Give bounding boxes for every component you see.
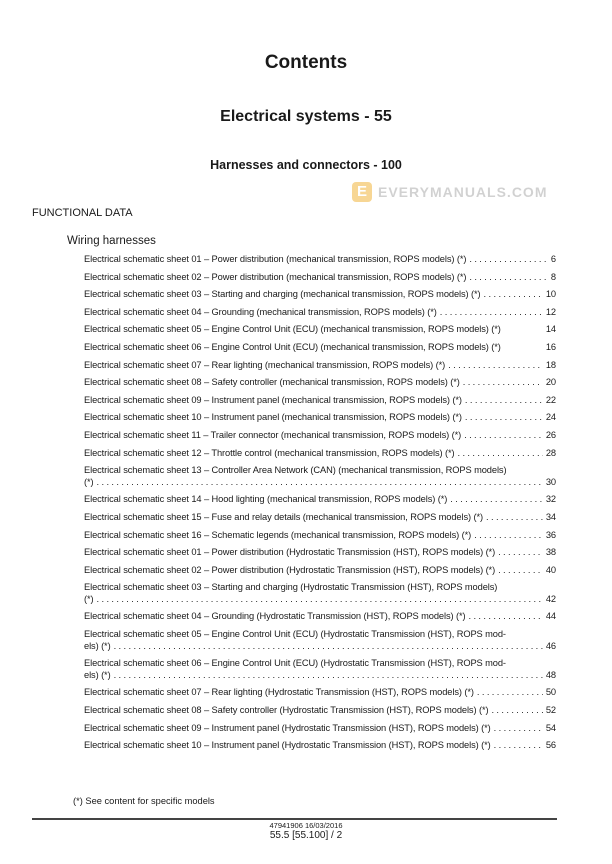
toc-entry-page: 12 (543, 307, 556, 319)
toc-entry-page: 52 (543, 705, 556, 717)
toc-entry-page: 14 (543, 324, 556, 336)
toc-entry-title: Electrical schematic sheet 11 – Trailer connector (mechanical transmission, ROPS models) (*) . . . (84, 430, 461, 440)
toc-entry-page: 34 (543, 512, 556, 524)
toc-entry-page: 30 (543, 477, 556, 489)
toc-entry-page: 36 (543, 530, 556, 542)
toc-entry-title: Electrical schematic sheet 15 – Fuse and relay details (mechanical transmission, ROPS models) (*) . . . (84, 512, 483, 522)
toc-entry-title: Electrical schematic sheet 09 – Instrument panel (mechanical transmission, ROPS models) (*) . . . (84, 395, 462, 405)
toc-entry-title: Electrical schematic sheet 12 – Throttle control (mechanical transmission, ROPS models) (*) . . . (84, 448, 455, 458)
toc-entry-page: 44 (543, 611, 556, 623)
watermark: EVERYMANUALS.COM (378, 184, 548, 200)
toc-entry[interactable] (84, 720, 556, 738)
watermark-logo: E (352, 182, 372, 202)
toc-entry-page: 20 (543, 377, 556, 389)
toc-entry-page: 16 (543, 342, 556, 354)
toc-entry-page: 56 (543, 740, 556, 752)
toc-entry[interactable] (84, 304, 556, 322)
toc-entry-page: 24 (543, 412, 556, 424)
toc-entry-title: Electrical schematic sheet 04 – Grounding (mechanical transmission, ROPS models) (*) . . . (84, 307, 437, 317)
toc-entry[interactable] (84, 339, 556, 357)
toc-entry-title: Electrical schematic sheet 07 – Rear lighting (mechanical transmission, ROPS models) (*) . . . (84, 360, 445, 370)
toc-entry-page: 26 (543, 430, 556, 442)
toc-entry-title: Electrical schematic sheet 02 – Power distribution (Hydrostatic Transmission (HST), ROPS models) (*) . . . (84, 565, 495, 575)
toc-entry[interactable] (84, 544, 556, 562)
toc-entry-title-line: Electrical schematic sheet 06 – Engine Control Unit (ECU) (mechanical transmission, ROPS models) (*) (84, 341, 501, 352)
toc-entry-title-line: Electrical schematic sheet 06 – Engine Control Unit (ECU) (Hydrostatic Transmission (HST), ROPS mod- (84, 658, 506, 669)
toc-entry-title: Electrical schematic sheet 08 – Safety controller (Hydrostatic Transmission (HST), ROPS models) (*) . . . (84, 705, 488, 715)
toc-entry-title: Electrical schematic sheet 02 – Power distribution (mechanical transmission, ROPS models) (*) . . . (84, 272, 466, 282)
toc-entry[interactable] (84, 462, 556, 491)
toc-entry-title-line: Electrical schematic sheet 13 – Controller Area Network (CAN) (mechanical transmission, ROPS models) (84, 465, 507, 476)
toc-entry-page: 22 (543, 395, 556, 407)
toc-entry[interactable] (84, 737, 556, 755)
toc-entry-title: (*) . . . (84, 477, 94, 487)
toc-entry[interactable] (84, 374, 556, 392)
toc-entry-title: Electrical schematic sheet 14 – Hood lighting (mechanical transmission, ROPS models) (*) . . . (84, 494, 447, 504)
toc-entry[interactable] (84, 655, 556, 684)
toc-entry[interactable] (84, 321, 556, 339)
toc-entry[interactable] (84, 286, 556, 304)
document-id: 47941906 16/03/2016 (269, 821, 343, 830)
toc-entry-title: Electrical schematic sheet 10 – Instrument panel (mechanical transmission, ROPS models) (*) . . . (84, 412, 462, 422)
toc-entry-page: 28 (543, 448, 556, 460)
toc-entry[interactable] (84, 527, 556, 545)
toc-entry-page: 10 (543, 289, 556, 301)
toc-entry-title: Electrical schematic sheet 03 – Starting and charging (mechanical transmission, ROPS models) (*) . . . (84, 289, 481, 299)
toc-entry-title: (*) . . . (84, 594, 94, 604)
toc-entry-page: 48 (543, 670, 556, 682)
toc-entry-title-line: Electrical schematic sheet 05 – Engine Control Unit (ECU) (Hydrostatic Transmission (HST), ROPS mod- (84, 629, 506, 640)
toc-entry-page: 46 (543, 641, 556, 653)
toc-entry[interactable] (84, 445, 556, 463)
toc-entry-title: els) (*) . . . (84, 641, 111, 651)
toc-entry[interactable] (84, 409, 556, 427)
toc-entry-page: 18 (543, 360, 556, 372)
toc-entry[interactable] (84, 269, 556, 287)
toc-entry[interactable] (84, 626, 556, 655)
toc-entry-page: 40 (543, 565, 556, 577)
toc-entry[interactable] (84, 684, 556, 702)
toc-entry-title: Electrical schematic sheet 09 – Instrument panel (Hydrostatic Transmission (HST), ROPS models) (*) . . . (84, 723, 491, 733)
toc-entry-page: 38 (543, 547, 556, 559)
page-reference: 55.5 [55.100] / 2 (269, 830, 343, 841)
group-heading: Wiring harnesses (67, 235, 156, 247)
toc-entry-title: Electrical schematic sheet 16 – Schematic legends (mechanical transmission, ROPS models) (*) . . . (84, 530, 471, 540)
toc-entry-page: 54 (543, 723, 556, 735)
toc-entry-title-line: Electrical schematic sheet 03 – Starting and charging (Hydrostatic Transmission (HST), ROPS models) (84, 582, 498, 593)
toc-entry-title: Electrical schematic sheet 01 – Power distribution (Hydrostatic Transmission (HST), ROPS models) (*) . . . (84, 547, 495, 557)
functional-data-heading: FUNCTIONAL DATA (32, 207, 133, 219)
toc-entry-title: Electrical schematic sheet 04 – Grounding (Hydrostatic Transmission (HST), ROPS models) (*) . . . (84, 611, 466, 621)
toc-entry[interactable] (84, 562, 556, 580)
toc-entry-title: Electrical schematic sheet 08 – Safety controller (mechanical transmission, ROPS models) (*) . . . (84, 377, 460, 387)
toc-entry[interactable] (84, 491, 556, 509)
toc-entry-page: 42 (543, 594, 556, 606)
toc-entry[interactable] (84, 251, 556, 269)
toc-entry[interactable] (84, 579, 556, 608)
toc-entry-page: 50 (543, 687, 556, 699)
toc-entry-title: Electrical schematic sheet 07 – Rear lighting (Hydrostatic Transmission (HST), ROPS models) (*) . . . (84, 687, 474, 697)
chapter-heading: Electrical systems - 55 (220, 108, 392, 125)
toc-entry-page: 6 (548, 254, 556, 266)
toc-entry-title-line: Electrical schematic sheet 05 – Engine Control Unit (ECU) (mechanical transmission, ROPS models) (*) (84, 324, 501, 335)
toc-entry-title: els) (*) . . . (84, 670, 111, 680)
toc-entry[interactable] (84, 608, 556, 626)
footer-divider (32, 818, 557, 820)
footnote: (*) See content for specific models (73, 796, 215, 806)
toc-entry[interactable] (84, 427, 556, 445)
page-title: Contents (264, 52, 348, 73)
toc-entry[interactable] (84, 702, 556, 720)
toc-entry[interactable] (84, 509, 556, 527)
toc-entry[interactable] (84, 392, 556, 410)
toc-entry[interactable] (84, 357, 556, 375)
toc-entry-page: 32 (543, 494, 556, 506)
section-heading: Harnesses and connectors - 100 (210, 158, 402, 172)
toc-entry-page: 8 (548, 272, 556, 284)
toc-entry-title: Electrical schematic sheet 01 – Power distribution (mechanical transmission, ROPS models) (*) . . . (84, 254, 466, 264)
toc-list (84, 251, 556, 755)
toc-entry-title: Electrical schematic sheet 10 – Instrument panel (Hydrostatic Transmission (HST), ROPS models) (*) . . . (84, 740, 491, 750)
